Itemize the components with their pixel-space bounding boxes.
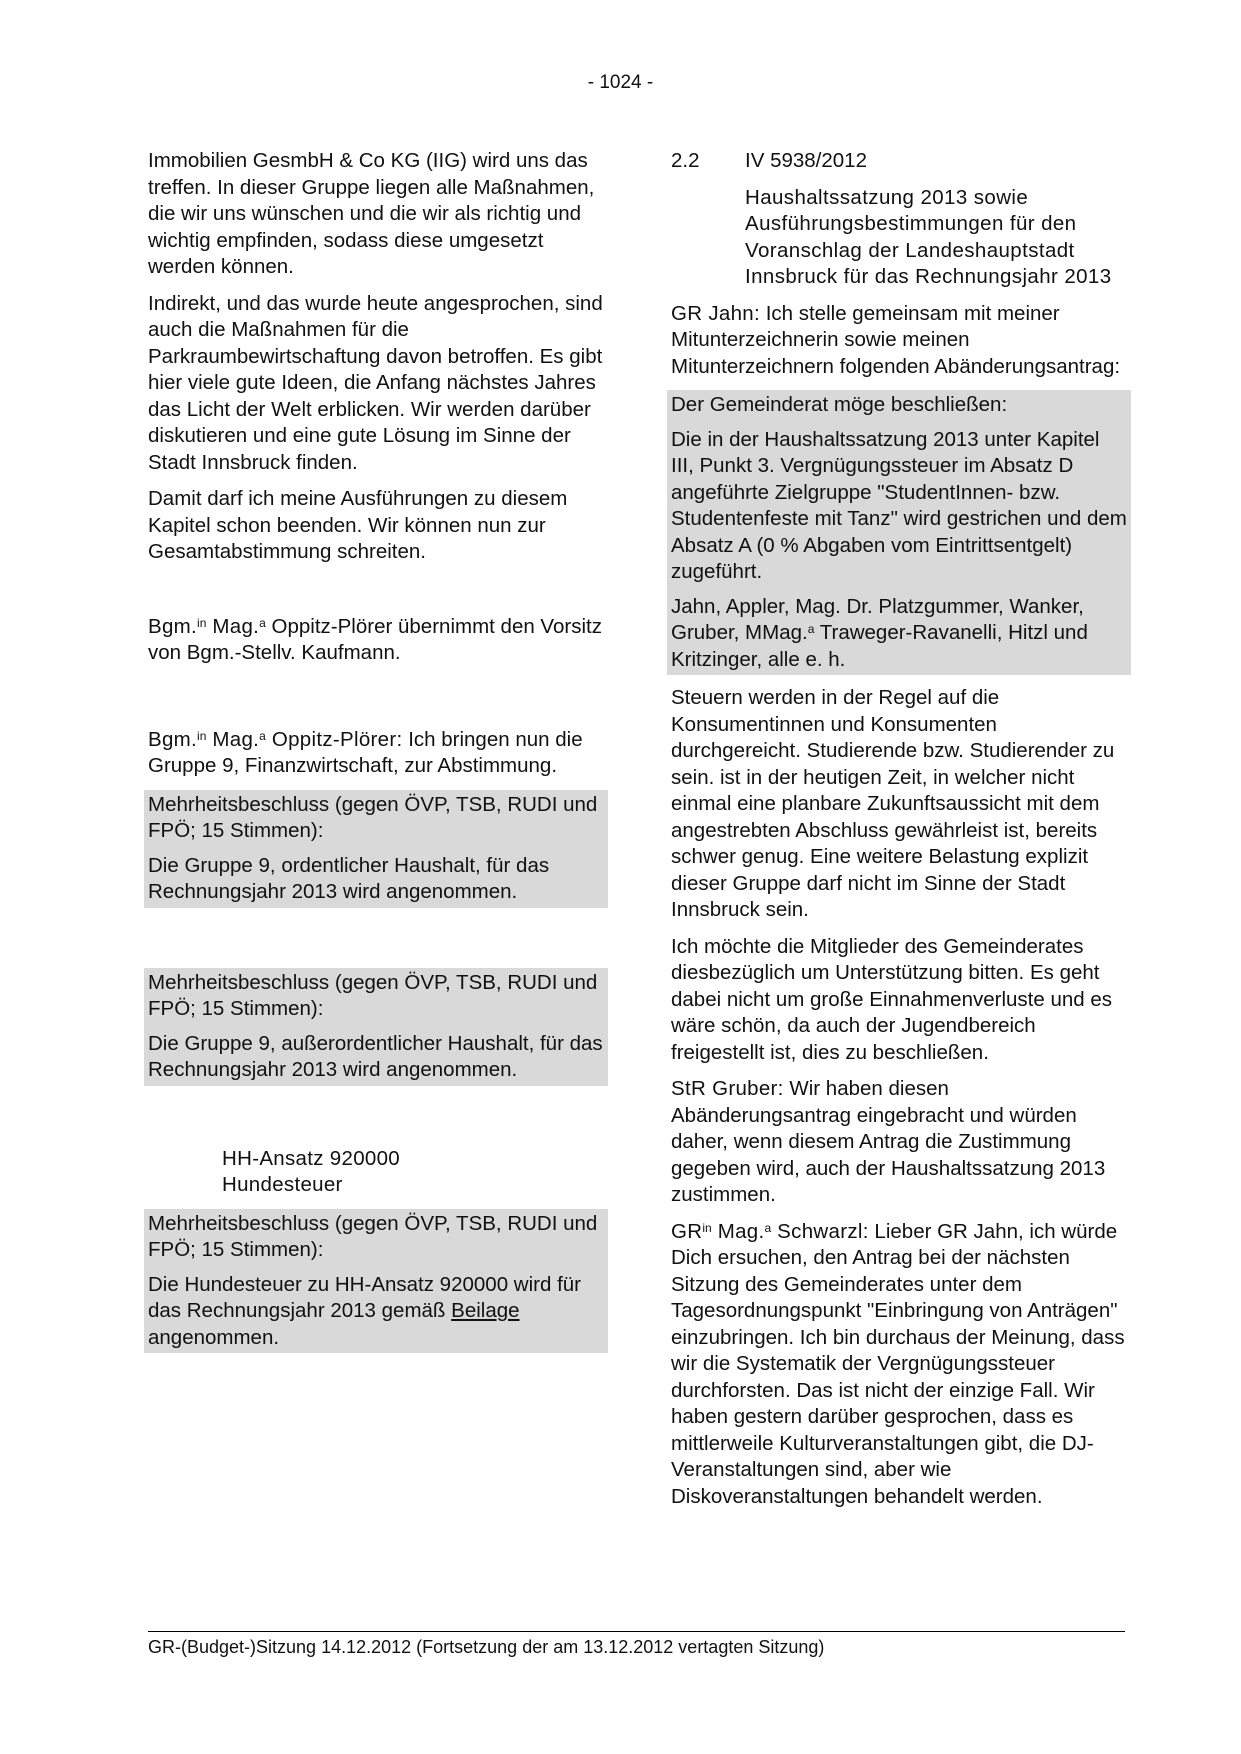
resolution-box: [144, 968, 608, 1086]
motion-intro: Der Gemeinderat möge beschließen:: [671, 393, 1008, 416]
paragraph: Damit darf ich meine Ausführungen zu diesem Kapitel schon beenden. Wir können nun zur Gesamtabstimmung schreiten.: [148, 487, 568, 563]
speaker-paragraph: StR Gruber: Wir haben diesen Abänderungsantrag eingebracht und würden daher, wenn diesem Antrag die Zustimmung gegeben wird, auch der Haushaltssatzung 2013 zustimmen.: [671, 1077, 1106, 1206]
resolution-box: [144, 790, 608, 908]
motion-box: [667, 390, 1131, 675]
paragraph: Ich möchte die Mitglieder des Gemeinderates diesbezüglich um Unterstützung bitten. Es geht dabei nicht um große Einnahmenverluste und es wäre schön, da auch der Jugendbereich freigestellt ist, dies zu beschließen.: [671, 934, 1113, 1064]
speaker-paragraph: $GR^{in}$ Mag.$^a$ Schwarzl: Lieber GR Jahn, ich würde Dich ersuchen, den Antrag bei der nächsten Sitzung des Gemeinderates unter dem Tagesordnungspunkt "Einbringung von Anträgen" einzubringen. Ich bin durchaus der Meinung, dass wir die Systematik der Vergnügungssteuer durchforsten. Das ist nicht der einzige Fall. Wir haben gestern darüber gesprochen, dass es mittlerweile Kulturveranstaltungen gibt, die DJ-Veranstaltungen sind, aber wie Diskoveranstaltungen behandelt werden.: [671, 1219, 1125, 1508]
footer: GR-(Budget-)Sitzung 14.12.2012 (Fortsetzung der am 13.12.2012 vertagten Sitzung): [148, 1637, 825, 1657]
left-column: [148, 148, 608, 1363]
vote-result: Mehrheitsbeschluss (gegen ÖVP, TSB, RUDI und FPÖ; 15 Stimmen):: [148, 792, 598, 842]
speaker-name: GR Jahn:: [671, 301, 760, 325]
speaker-name: StR Gruber:: [671, 1077, 784, 1100]
speaker-name: Bgm.: [148, 727, 198, 751]
resolution-text: Die Gruppe 9, ordentlicher Haushalt, für das Rechnungsjahr 2013 wird angenommen.: [148, 853, 550, 903]
agenda-number: 2.2: [671, 149, 700, 172]
attachment-link[interactable]: Beilage: [451, 1299, 520, 1322]
right-column: [671, 148, 1131, 1520]
speaker-paragraph: Bgm.$^{in}$ Mag.$^a$ Oppitz-Plörer: Ich bringen nun die Gruppe 9, Finanzwirtschaft, zur Abstimmung.: [148, 727, 583, 777]
motion-text: Die in der Haushaltssatzung 2013 unter Kapitel III, Punkt 3. Vergnügungssteuer im Absatz D angeführte Zielgruppe "StudentInnen- bzw. Studentenfeste mit Tanz" wird gestrichen und dem Absatz A (0 % Abgaben vom Eintrittsentgelt) zugeführt.: [671, 427, 1127, 583]
motion-signers: Jahn, Appler, Mag. Dr. Platzgummer, Wanker, Gruber, MMag.$^a$ Traweger-Ravanelli, Hitzl und Kritzinger, alle e. h.: [671, 594, 1088, 671]
vote-result: Mehrheitsbeschluss (gegen ÖVP, TSB, RUDI und FPÖ; 15 Stimmen):: [148, 970, 598, 1020]
agenda-item-header: [671, 148, 1131, 175]
speaker-paragraph: GR Jahn: Ich stelle gemeinsam mit meiner Mitunterzeichnerin sowie meinen Mitunterzeichnern folgenden Abänderungsantrag:: [671, 301, 1121, 378]
budget-item-heading: HH-Ansatz 920000 Hundesteuer: [222, 1146, 401, 1196]
resolution-text: Die Gruppe 9, außerordentlicher Haushalt, für das Rechnungsjahr 2013 wird angenommen.: [148, 1031, 603, 1081]
resolution-text: Die Hundesteuer zu HH-Ansatz 920000 wird für das Rechnungsjahr 2013 gemäß Beilage angenommen.: [148, 1272, 581, 1349]
footer-divider: [148, 1631, 1125, 1632]
paragraph: Immobilien GesmbH & Co KG (IIG) wird uns das treffen. In dieser Gruppe liegen alle Maßnahmen, die wir uns wünschen und die wir als richtig und wichtig empfinden, sodass diese umgesetzt werden können.: [148, 149, 595, 278]
resolution-box: [144, 1209, 608, 1354]
agenda-reference: IV 5938/2012: [745, 149, 867, 172]
agenda-title: Haushaltssatzung 2013 sowie Ausführungsbestimmungen für den Voranschlag der Landeshauptstadt Innsbruck für das Rechnungsjahr 2013: [745, 185, 1112, 288]
paragraph: Indirekt, und das wurde heute angesprochen, sind auch die Maßnahmen für die Parkraumbewirtschaftung davon betroffen. Es gibt hier viele gute Ideen, die Anfang nächstes Jahres das Licht der Welt erblicken. Wir werden darüber diskutieren und eine gute Lösung im Sinne der Stadt Innsbruck finden.: [148, 291, 603, 474]
paragraph: Steuern werden in der Regel auf die Konsumentinnen und Konsumenten durchgereicht. Studierende bzw. Studierender zu sein. ist in der heutigen Zeit, in welcher nicht einmal eine planbare Zukunftsaussicht mit dem angestrebten Abschluss gewährleist ist, bereits schwer genug. Eine weitere Belastung explizit dieser Gruppe darf nicht im Sinne der Stadt Innsbruck sein.: [671, 686, 1115, 921]
speaker-name: GR: [671, 1219, 703, 1243]
vote-result: Mehrheitsbeschluss (gegen ÖVP, TSB, RUDI und FPÖ; 15 Stimmen):: [148, 1211, 598, 1261]
page-number: - 1024 -: [587, 72, 654, 93]
chair-change-note: Bgm.$^{in}$ Mag.$^a$ Oppitz-Plörer übernimmt den Vorsitz von Bgm.-Stellv. Kaufmann.: [148, 614, 602, 664]
